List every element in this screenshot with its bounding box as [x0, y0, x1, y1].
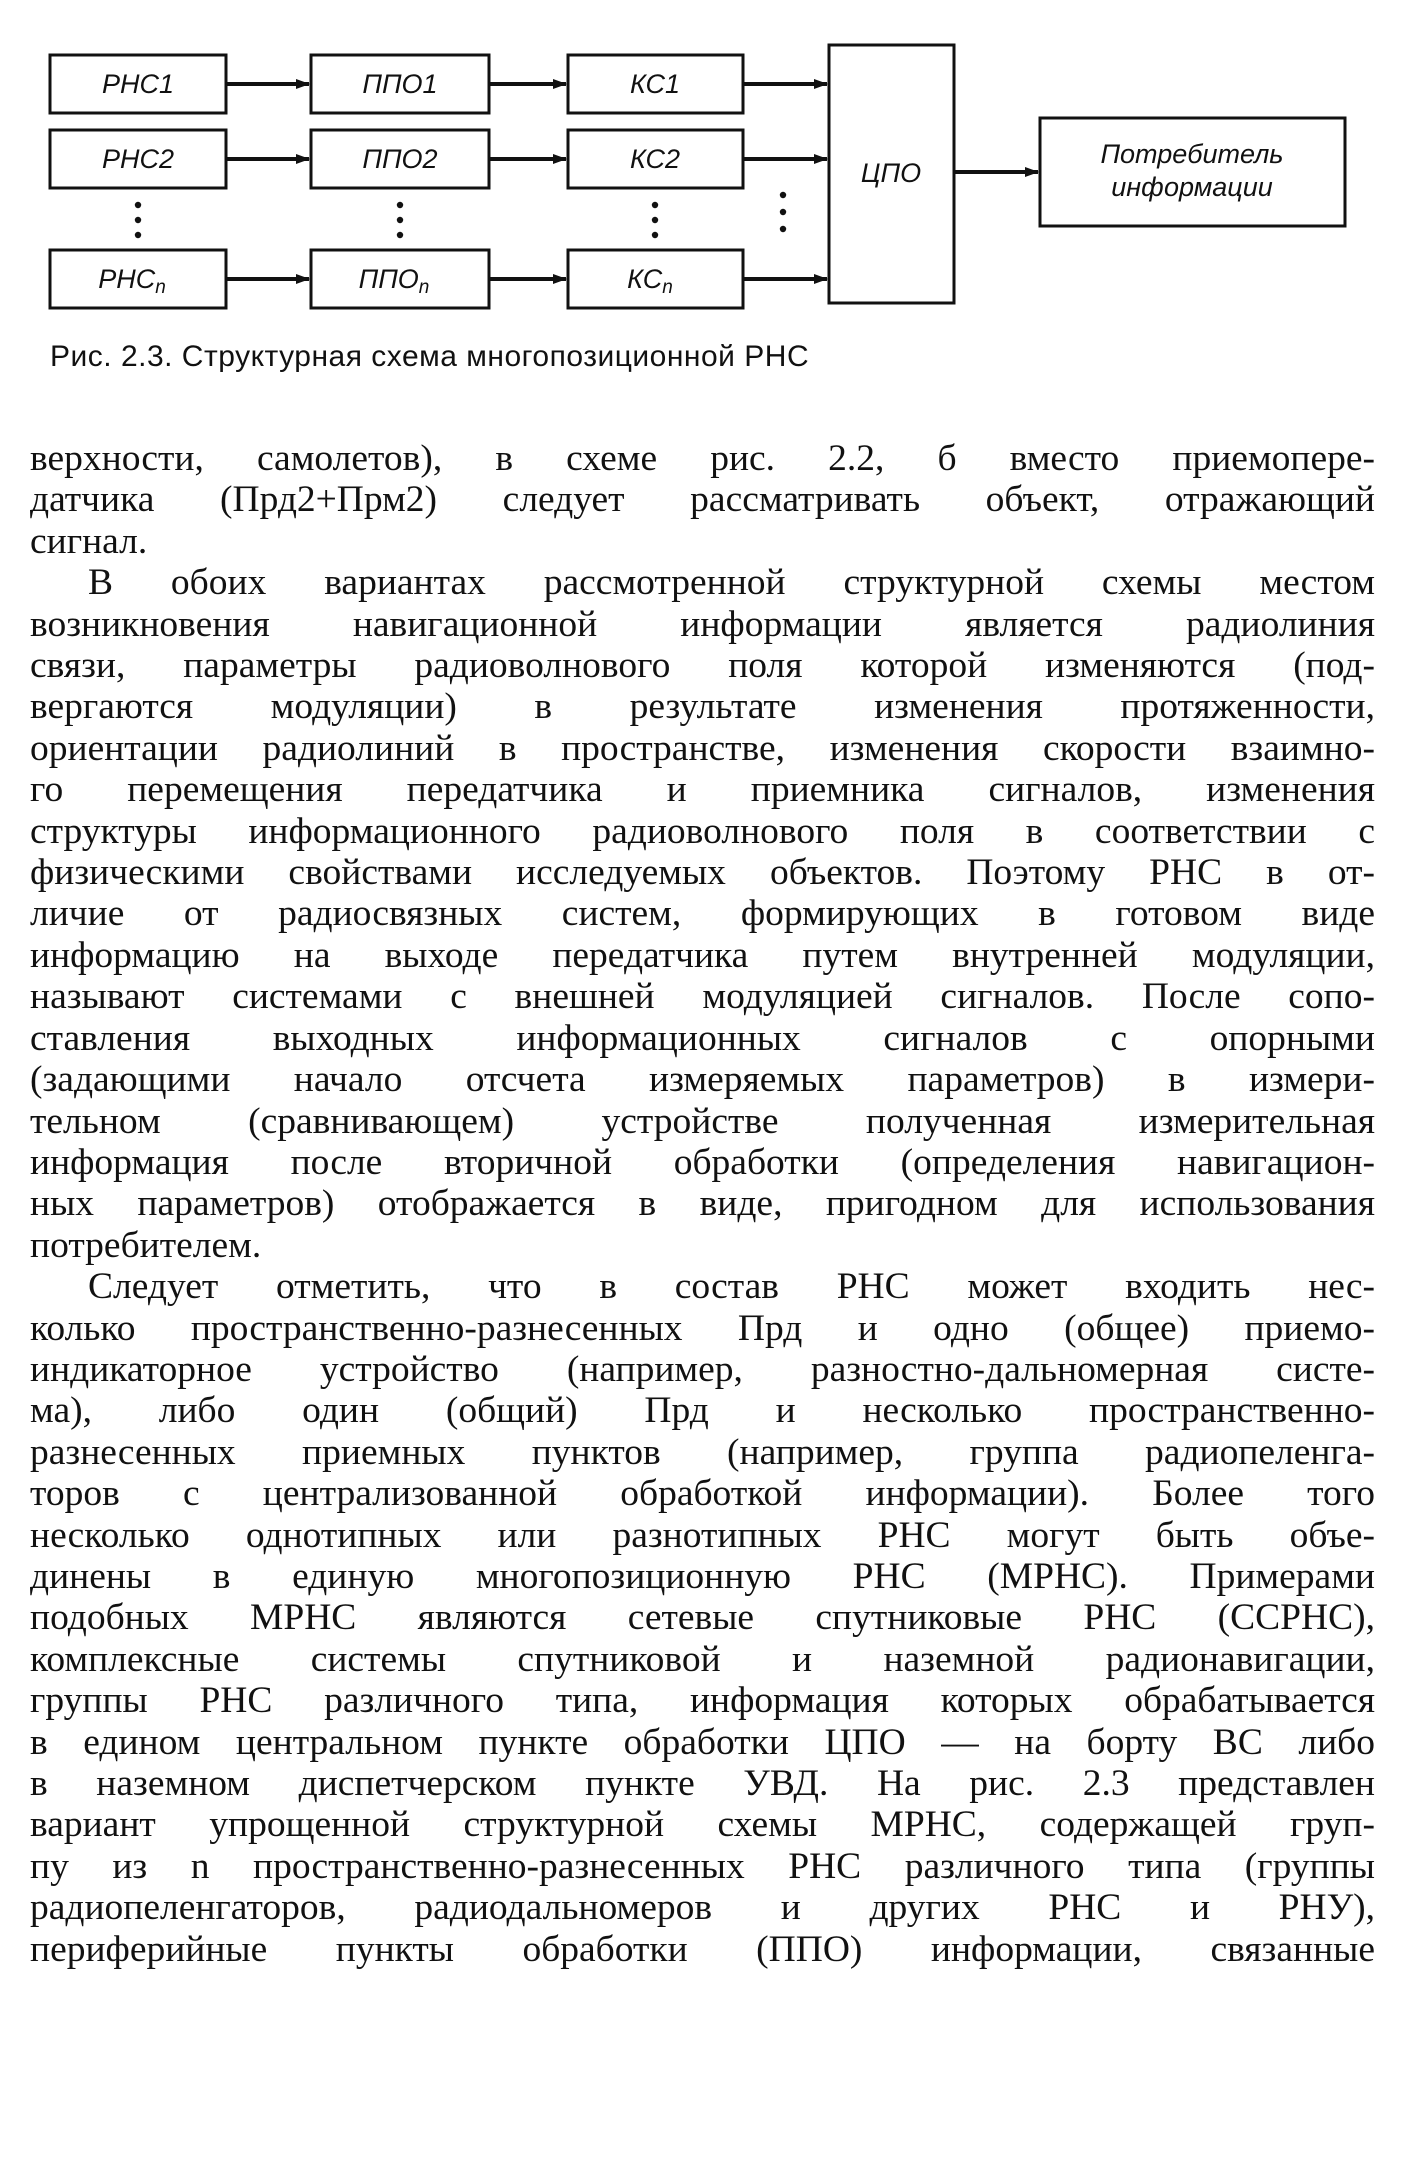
text-line: сигнал.	[30, 520, 148, 562]
text-line: индикаторное устройство (например, разностно-дальномерная систе-	[30, 1348, 1375, 1390]
text-line: связи, параметры радиоволнового поля которой изменяются (под-	[30, 645, 1375, 687]
text-line: группы РНС различного типа, информация которых обрабатывается	[30, 1680, 1375, 1722]
text-line: го перемещения передатчика и приемника сигналов, изменения	[30, 769, 1375, 811]
text-line: комплексные системы спутниковой и наземной радионавигации,	[30, 1638, 1375, 1680]
text-line: торов с централизованной обработкой информации). Более того	[30, 1473, 1375, 1515]
text-line: потребителем.	[30, 1224, 262, 1266]
text-line: В обоих вариантах рассмотренной структурной схемы местом	[88, 562, 1375, 604]
text-line: ма), либо один (общий) Прд и несколько пространственно-	[30, 1390, 1375, 1432]
text-line: ориентации радиолиний в пространстве, изменения скорости взаимно-	[30, 727, 1375, 769]
label-rns2: РНС2	[101, 144, 175, 174]
text-line: тельном (сравнивающем) устройстве полученная измерительная	[30, 1100, 1375, 1142]
text-line: подобных МРНС являются сетевые спутниковые РНС (ССРНС),	[30, 1597, 1375, 1639]
label-consumer-2: информации	[1111, 172, 1273, 202]
text-line: пу из n пространственно-разнесенных РНС различного типа (группы	[30, 1845, 1375, 1887]
text-line: разнесенных приемных пунктов (например, группа радиопеленга-	[30, 1431, 1375, 1473]
label-cpo: ЦПО	[860, 158, 922, 188]
label-ppo2: ППО2	[362, 144, 438, 174]
text-line: динены в единую многопозиционную РНС (МРНС). Примерами	[30, 1555, 1375, 1597]
text-line: ных параметров) отображается в виде, пригодном для использования	[30, 1183, 1375, 1225]
text-line: верхности, самолетов), в схеме рис. 2.2, б вместо приемопере-	[30, 438, 1375, 479]
text-line: колько пространственно-разнесенных Прд и одно (общее) приемо-	[30, 1307, 1375, 1349]
text-line: Следует отметить, что в состав РНС может входить нес-	[88, 1266, 1375, 1308]
text-line: радиопеленгаторов, радиодальномеров и других РНС и РНУ),	[30, 1887, 1375, 1929]
structure-diagram	[0, 0, 1426, 320]
text-line: называют системами с внешней модуляцией сигналов. После сопо-	[30, 976, 1375, 1018]
text-line: вергаются модуляции) в результате изменения протяженности,	[30, 686, 1375, 728]
text-line: (задающими начало отсчета измеряемых параметров) в измери-	[30, 1059, 1375, 1101]
text-line: ставления выходных информационных сигналов с опорными	[30, 1017, 1375, 1059]
text-line: вариант упрощенной структурной схемы МРНС, содержащей груп-	[30, 1804, 1375, 1846]
label-ppo1: ППО1	[362, 69, 438, 99]
label-consumer-1: Потребитель	[1100, 139, 1284, 169]
text-line: в наземном диспетчерском пункте УВД. На рис. 2.3 представлен	[30, 1763, 1375, 1804]
text-line: датчика (Прд2+Прм2) следует рассматривать объект, отражающий	[30, 479, 1375, 521]
text-line: несколько однотипных или разнотипных РНС могут быть объе-	[30, 1514, 1375, 1556]
text-line: информация после вторичной обработки (определения навигацион-	[30, 1141, 1375, 1183]
text-line: возникновения навигационной информации является радиолиния	[30, 603, 1375, 645]
text-line: в едином центральном пункте обработки ЦПО — на борту ВС либо	[30, 1721, 1375, 1763]
label-rns1: РНС1	[101, 69, 175, 99]
figure-caption: Рис. 2.3. Структурная схема многопозиционной РНС	[50, 340, 810, 373]
label-ks1: КС1	[629, 69, 681, 99]
label-ks2: КС2	[629, 144, 681, 174]
text-line: личие от радиосвязных систем, формирующих в готовом виде	[30, 893, 1375, 935]
label-rnsn: РНСn	[98, 264, 166, 298]
text-line: физическими свойствами исследуемых объектов. Поэтому РНС в от-	[30, 852, 1375, 894]
ellipsis-dots	[135, 192, 786, 238]
body-text	[30, 438, 1375, 1970]
text-line: структуры информационного радиоволнового поля в соответствии с	[30, 810, 1375, 852]
text-line: информацию на выходе передатчика путем внутренней модуляции,	[30, 934, 1375, 976]
label-ksn: КСn	[627, 264, 673, 298]
label-ppon: ППОn	[358, 264, 430, 298]
text-line: периферийные пункты обработки (ППО) информации, связанные	[30, 1928, 1375, 1970]
